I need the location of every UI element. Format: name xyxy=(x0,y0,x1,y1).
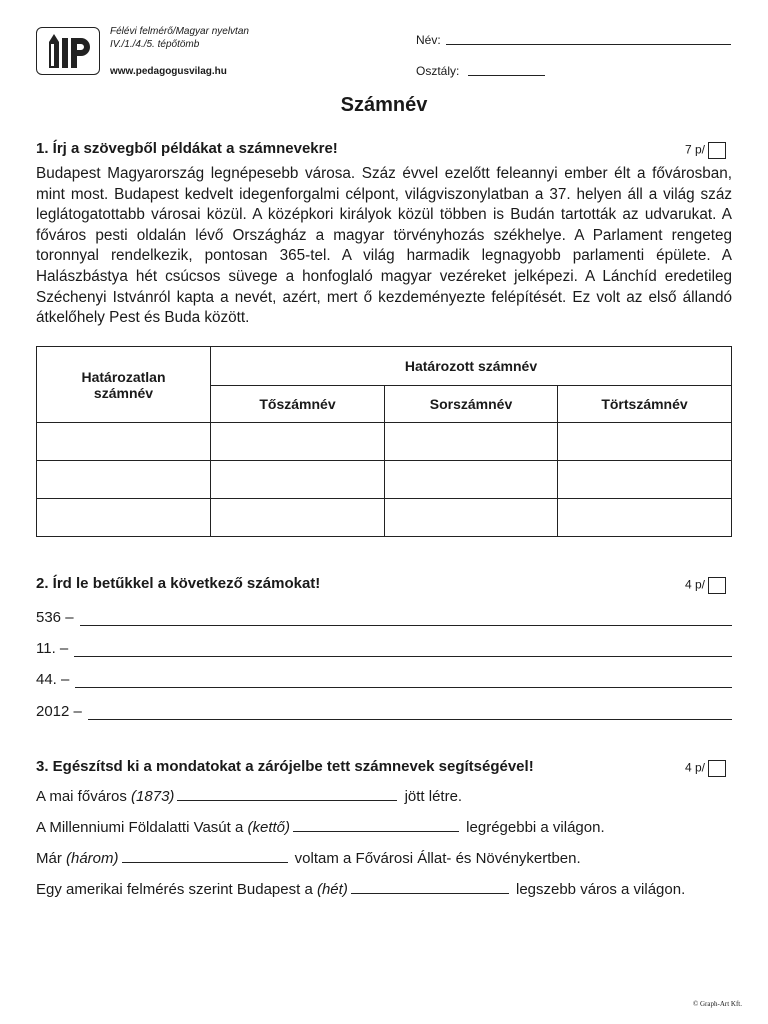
sentence-text: jött létre. xyxy=(400,788,463,805)
task1-score-box[interactable] xyxy=(708,142,726,159)
task1-title: 1. Írj a szövegből példákat a számnevekre! xyxy=(36,140,338,157)
task2-title: 2. Írd le betűkkel a következő számokat! xyxy=(36,575,321,592)
sentence-text: legszebb város a világon. xyxy=(511,881,686,898)
number-row xyxy=(36,609,732,626)
answer-cell[interactable] xyxy=(558,499,732,537)
answer-cell[interactable] xyxy=(385,423,558,461)
sentence-text: A Millenniumi Földalatti Vasút a xyxy=(36,819,248,836)
answer-cell[interactable] xyxy=(211,499,385,537)
number-label: 44. – xyxy=(36,671,70,688)
sentence-4 xyxy=(36,881,685,898)
sentence-3 xyxy=(36,850,581,867)
answer-blank[interactable] xyxy=(351,881,509,894)
name-label: Név: xyxy=(416,33,441,47)
numeral-hint: (kettő) xyxy=(247,819,291,836)
header-fraction: Törtszámnév xyxy=(558,386,732,423)
sentence-2 xyxy=(36,819,605,836)
numeral-table xyxy=(36,346,732,537)
copyright: © Graph-Art Kft. xyxy=(692,1000,742,1008)
header-ordinal: Sorszámnév xyxy=(385,386,558,423)
answer-blank[interactable] xyxy=(293,819,459,832)
header-url: www.pedagogusvilag.hu xyxy=(110,66,227,77)
answer-cell[interactable] xyxy=(211,423,385,461)
answer-line[interactable] xyxy=(74,644,732,657)
numeral-hint: (három) xyxy=(66,850,119,867)
header-booklet: IV./1./4./5. tépőtömb xyxy=(110,39,200,50)
answer-blank[interactable] xyxy=(177,788,397,801)
answer-cell[interactable] xyxy=(558,423,732,461)
answer-cell[interactable] xyxy=(558,461,732,499)
task3-score-box[interactable] xyxy=(708,760,726,777)
task2-points xyxy=(685,577,726,594)
number-label: 2012 – xyxy=(36,703,82,720)
task3-points xyxy=(685,760,726,777)
answer-cell[interactable] xyxy=(211,461,385,499)
page-title: Számnév xyxy=(340,94,428,116)
numeral-hint: (1873) xyxy=(131,788,175,805)
task3-title: 3. Egészítsd ki a mondatokat a zárójelbe tett számnevek segítségével! xyxy=(36,758,534,775)
answer-blank[interactable] xyxy=(122,850,288,863)
answer-line[interactable] xyxy=(75,675,732,688)
pencil-logo-icon xyxy=(37,28,98,73)
answer-cell[interactable] xyxy=(385,499,558,537)
answer-cell[interactable] xyxy=(37,423,211,461)
sentence-text: voltam a Fővárosi Állat- és Növénykertben. xyxy=(290,850,581,867)
answer-cell[interactable] xyxy=(385,461,558,499)
header-cardinal: Tőszámnév xyxy=(211,386,385,423)
answer-line[interactable] xyxy=(80,613,732,626)
answer-line[interactable] xyxy=(88,707,732,720)
task1-text: Budapest Magyarország legnépesebb városa. Száz évvel ezelőtt feleannyi ember élt a fővárosban, mint most. Budapest kedvelt idegenforgalmi célpont, világviszonylatban a 37. helyen áll a világ száz leglátogatottabb városai közül. A középkori királyok közül többen is Budán tartották az udvarukat. A főváros pesti oldalán lévő Országház a magyar törvényhozás székhelye. A Parlament rengeteg toronnyal rendelkezik, pontosan 365-tel. A világ harmadik legnagyobb parlamenti épülete. A Halászbástya hét csúcsos süvege a honfoglaló magyar vezéreket jelképezi. A Lánchíd eredetileg Széchenyi Istvánról kapta a nevét, azért, mert ő kezdeményezte felépítését. Ez volt az első állandó átkelőhely Pest és Buda között. xyxy=(36,165,732,327)
task1-points-label: 7 p/ xyxy=(685,142,706,157)
name-field[interactable] xyxy=(446,33,731,45)
sentence-1 xyxy=(36,788,462,805)
number-label: 536 – xyxy=(36,609,74,626)
class-field[interactable] xyxy=(468,64,545,76)
number-row xyxy=(36,640,732,657)
header-indefinite: Határozatlan számnév xyxy=(37,347,211,423)
answer-cell[interactable] xyxy=(37,461,211,499)
sentence-text: legrégebbi a világon. xyxy=(462,819,605,836)
publisher-logo xyxy=(36,27,100,75)
task1-points xyxy=(685,142,726,159)
header-definite: Határozott számnév xyxy=(211,347,732,386)
sentence-text: Már xyxy=(36,850,66,867)
class-label: Osztály: xyxy=(416,64,460,78)
number-row xyxy=(36,703,732,720)
header-subject: Félévi felmérő/Magyar nyelvtan xyxy=(110,26,249,37)
task2-score-box[interactable] xyxy=(708,577,726,594)
number-label: 11. – xyxy=(36,640,69,657)
task3-points-label: 4 p/ xyxy=(685,760,706,775)
numeral-hint: (hét) xyxy=(316,881,348,898)
sentence-text: A mai főváros xyxy=(36,788,132,805)
sentence-text: Egy amerikai felmérés szerint Budapest a xyxy=(36,881,317,898)
number-row xyxy=(36,671,732,688)
answer-cell[interactable] xyxy=(37,499,211,537)
task2-points-label: 4 p/ xyxy=(685,577,706,592)
